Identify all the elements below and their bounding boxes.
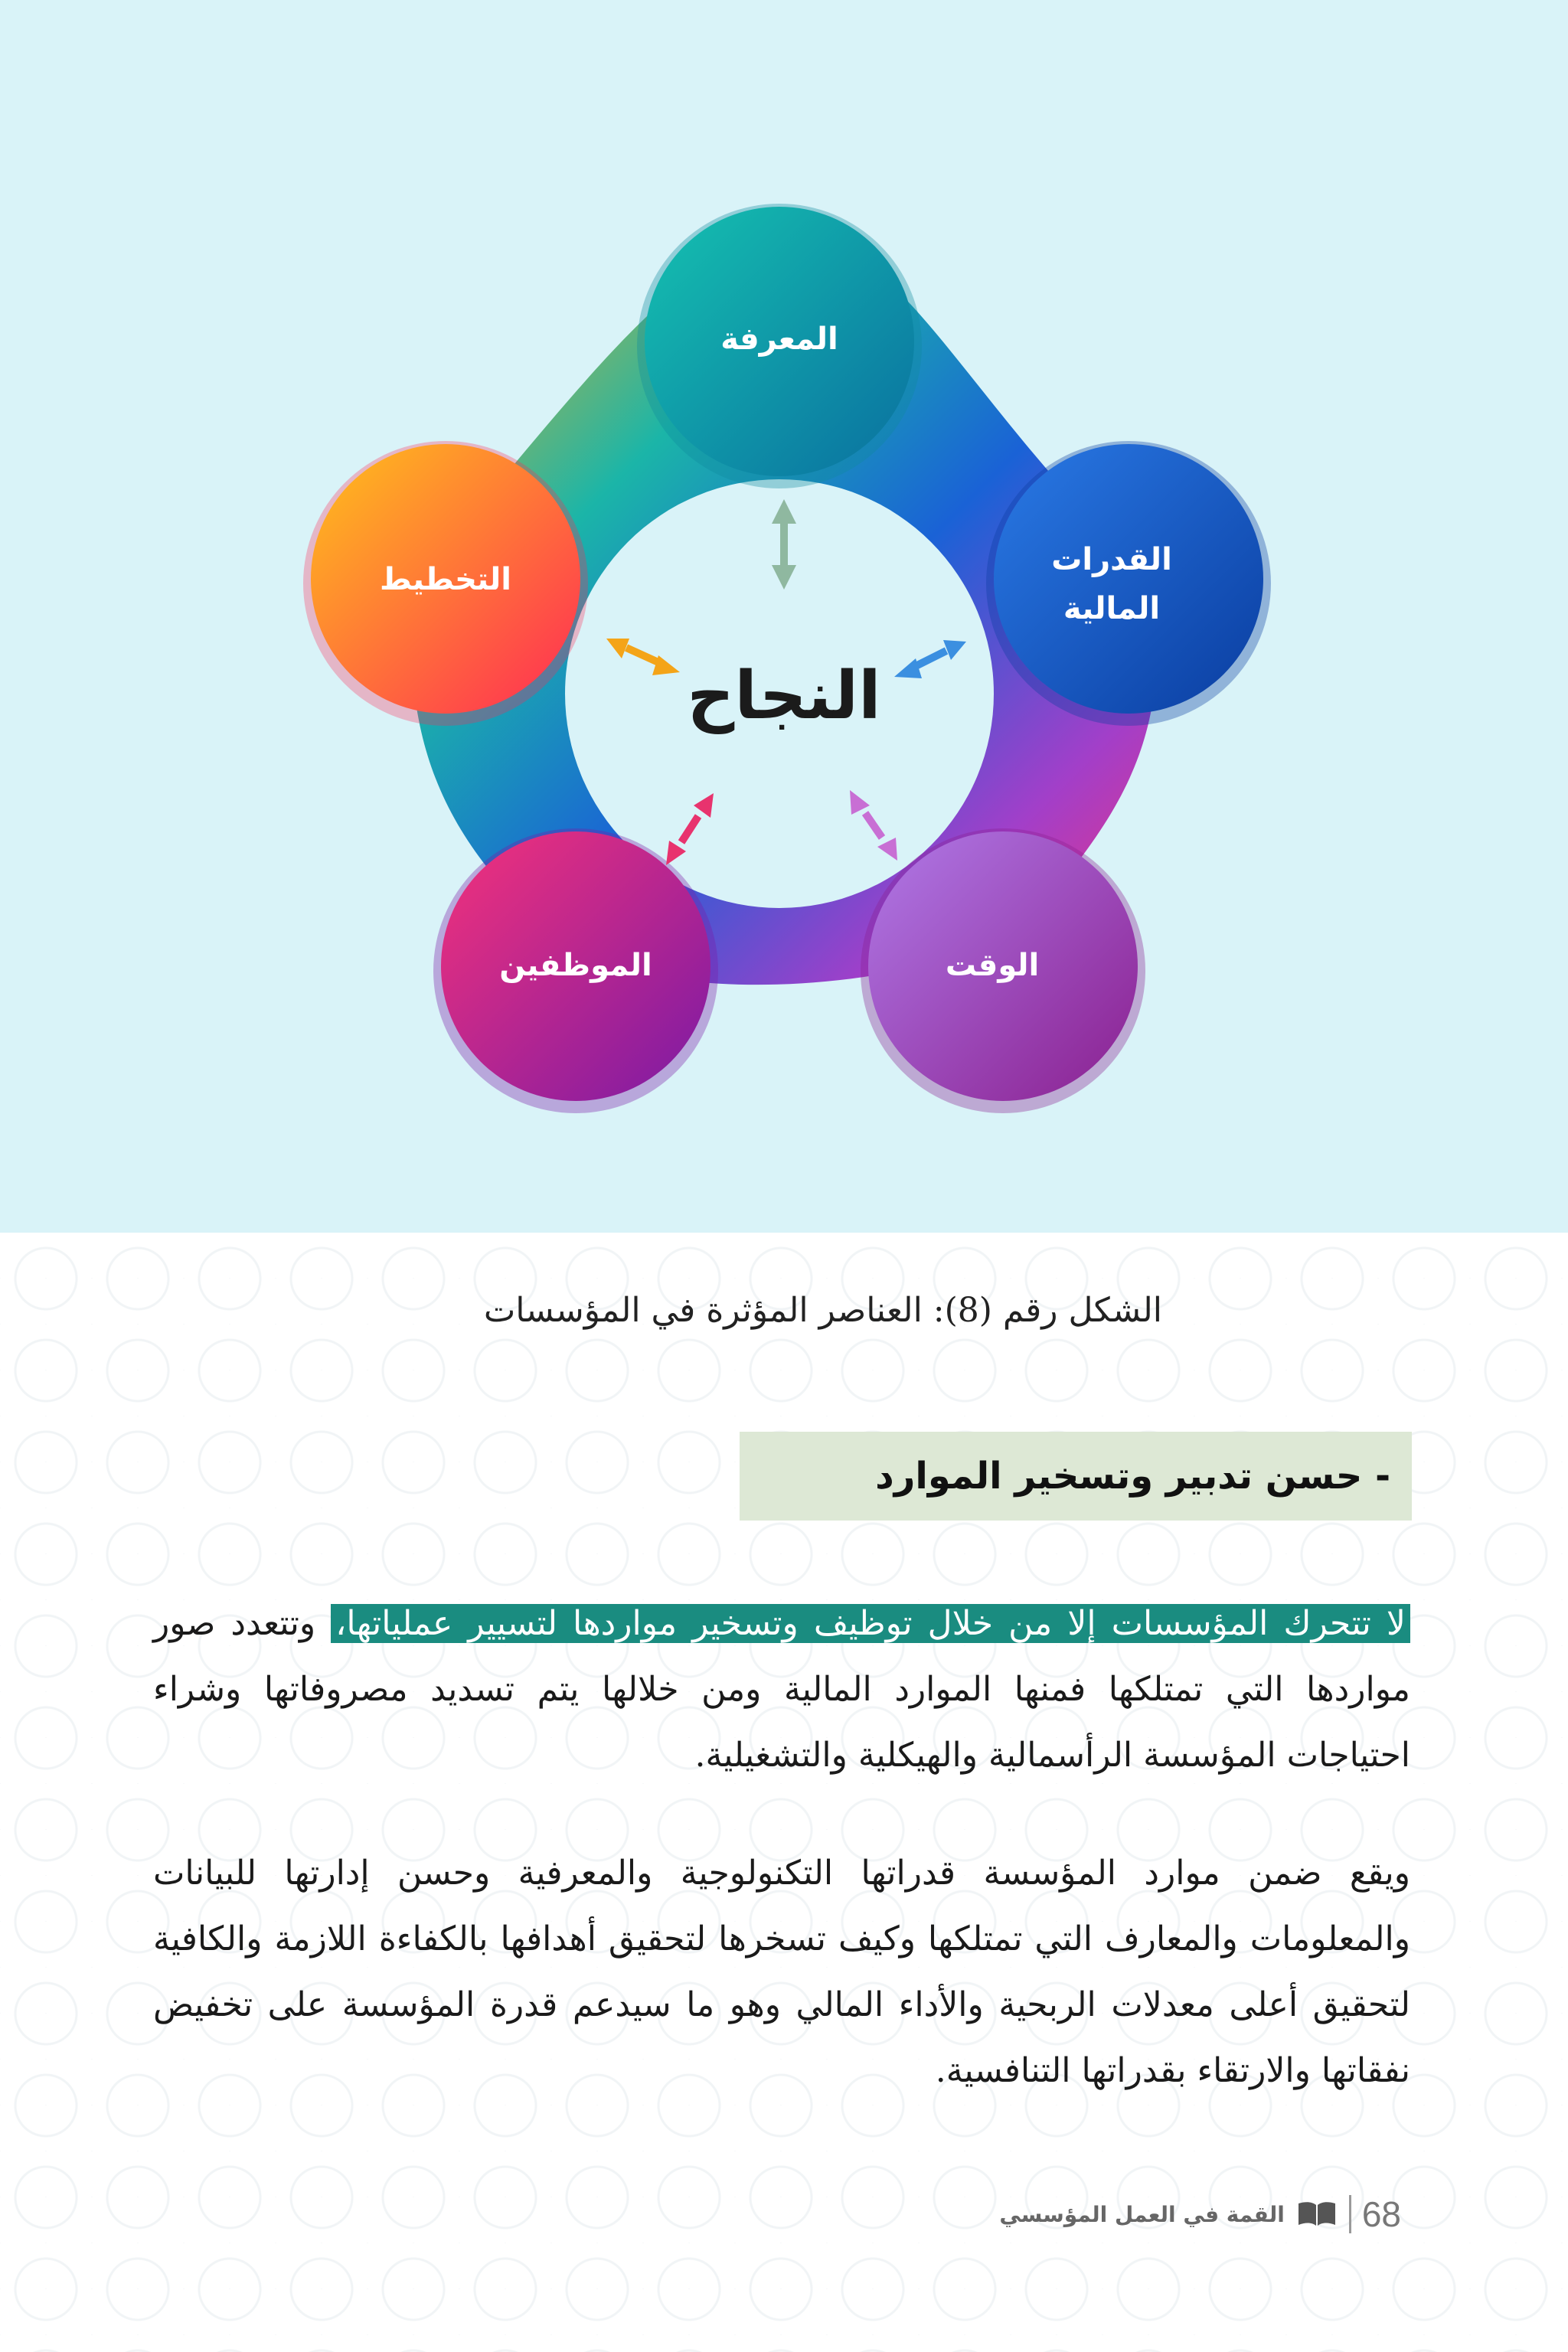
paragraph-1 [153,1591,1410,1788]
page-number: 68 [1361,2194,1401,2234]
paragraph-1-rest: وتتعدد صور مواردها التي تمتلكها فمنها الموارد المالية ومن خلالها يتم تسديد مصروفاتها وشراء احتياجات المؤسسة الرأسمالية والهيكلية والتشغيلية. [153,1604,1410,1775]
node-financial-label-line1: القدرات [1051,542,1172,577]
node-employees-label: الموظفين [499,948,652,983]
page-footer [972,2190,1401,2239]
node-knowledge [637,204,922,488]
section-heading: - حسن تدبير وتسخير الموارد [875,1455,1390,1498]
node-time-label: الوقت [945,948,1040,983]
page-pattern-background [0,1233,1568,2352]
figure-caption: الشكل رقم (8): العناصر المؤثرة في المؤسسات [483,1291,1162,1330]
footer-divider [1349,2195,1351,2233]
node-knowledge-label: المعرفة [720,322,838,357]
node-planning [303,441,588,726]
section-heading-box [740,1432,1412,1521]
node-planning-label: التخطيط [379,562,512,597]
highlighted-sentence: لا تتحرك المؤسسات إلا من خلال توظيف وتسخير مواردها لتسيير عملياتها، [331,1604,1410,1643]
paragraph-2: ويقع ضمن موارد المؤسسة قدراتها التكنولوجية والمعرفية وحسن إدارتها للبيانات والمعلومات والمعارف التي تمتلكها وكيف تسخرها لتحقيق أهدافها بالكفاءة اللازمة والكافية لتحقيق أعلى معدلات الربحية والأداء المالي وهو ما سيدعم قدرة المؤسسة على تخفيض نفقاتها والارتقاء بقدراتها التنافسية. [153,1854,1410,2090]
node-employees [433,828,718,1113]
center-label: النجاح [687,658,881,734]
node-time [861,828,1145,1113]
open-book-icon [1295,2199,1338,2230]
node-financial [986,441,1271,726]
book-title: القمة في العمل المؤسسي [999,2201,1285,2227]
node-financial-label-line2: المالية [1063,591,1161,626]
